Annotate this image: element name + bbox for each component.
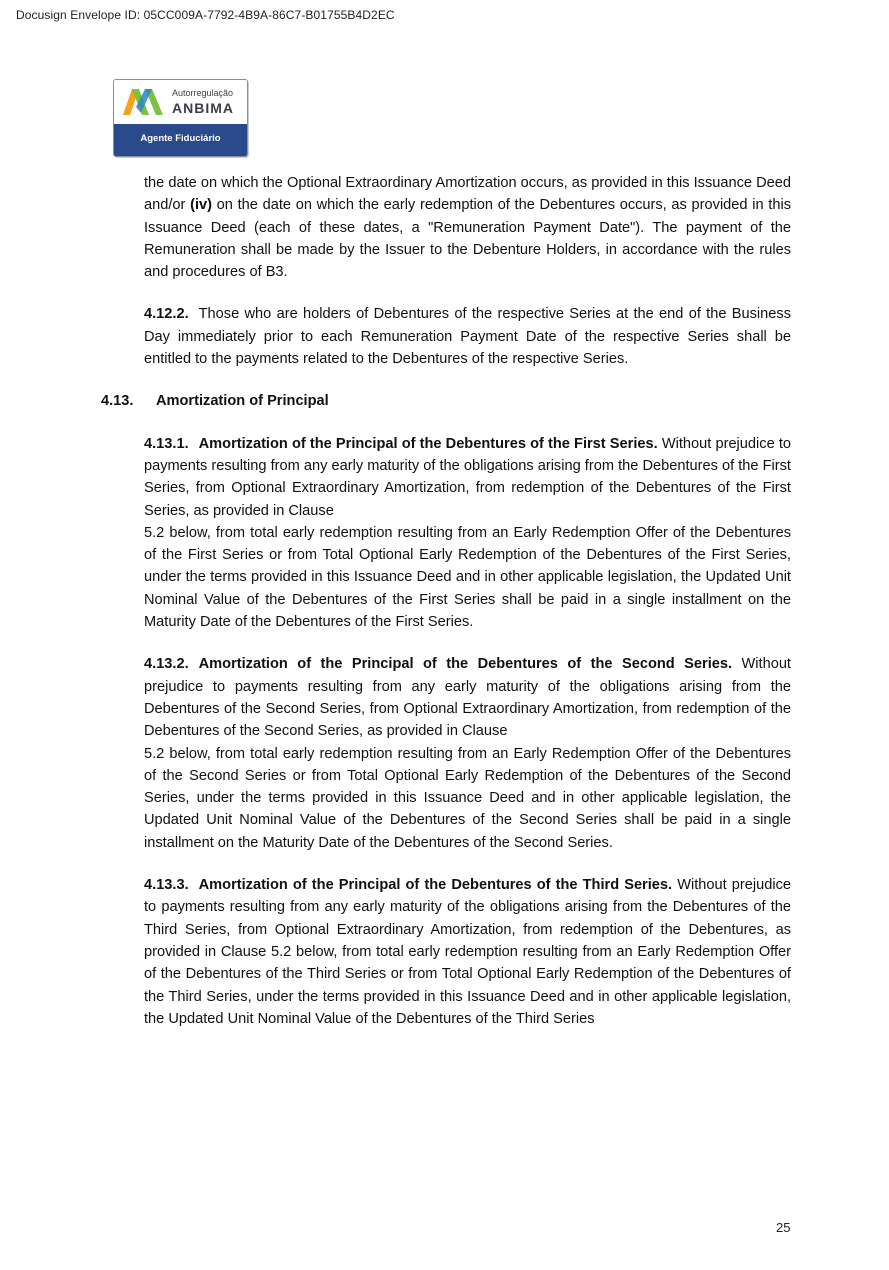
intro-bold-iv: (iv) bbox=[190, 197, 212, 214]
clause-title: Amortization of the Principal of the Debentures of the Second Series. bbox=[198, 656, 733, 673]
intro-text-2: on the date on which the early redemption of the Debentures occurs, as provided in this Issuance Deed (each of these dates, a "Remuneration Payment Date"). The payment of the Remuneration shall be made by the Issuer to the Debenture Holders, in accordance with the rules and procedures of B3. bbox=[144, 197, 792, 281]
clause-text-2: 5.2 below, from total early redemption resulting from an Early Redemption Offer of the Debentures of the Second Series or from Total Optional Early Redemption of the Debentures of the Second Series, under the terms provided in this Issuance Deed and in other applicable legislation, the Updated Unit Nominal Value of the Debentures of the Second Series shall be paid in a single installment on the Maturity Date of the Debentures of the Second Series. bbox=[144, 745, 791, 851]
section-title: Amortization of Principal bbox=[156, 393, 329, 410]
section-number: 4.13. bbox=[101, 393, 134, 410]
clause-title: Amortization of the Principal of the Debentures of the Third Series. bbox=[198, 877, 673, 894]
clause-text-1: Without prejudice to payments resulting from any early maturity of the obligations arising from the Debentures of the Second Series, from Optional Extraordinary Amortization, from redemption of the Debentures of the Second Series, as provided in Clause bbox=[144, 656, 791, 740]
anbima-mark-icon bbox=[123, 89, 163, 115]
section-heading-4-13 bbox=[101, 390, 889, 412]
docusign-envelope-id: Docusign Envelope ID: 05CC009A-7792-4B9A-86C7-B01755B4D2EC bbox=[16, 8, 395, 22]
clause-text: Those who are holders of Debentures of the respective Series at the end of the Business Day immediately prior to each Remuneration Payment Date of the respective Series shall be entitled to the payments related to the Debentures of the respective Series. bbox=[144, 306, 791, 368]
logo-top bbox=[114, 80, 247, 124]
clause-text-2: 5.2 below, from total early redemption resulting from an Early Redemption Offer of the Debentures of the First Series or from Total Optional Early Redemption of the Debentures of the First Series, under the terms provided in this Issuance Deed and in other applicable legislation, the Updated Unit Nominal Value of the Debentures of the First Series shall be paid in a single installment on the Maturity Date of the Debentures of the First Series. bbox=[144, 524, 791, 631]
clause-4-13-2 bbox=[144, 653, 791, 742]
intro-text-1: the date on which the Optional Extraordinary Amortization occurs, as provided in this Issuance Deed and/or bbox=[144, 175, 791, 214]
page-number: 25 bbox=[776, 1220, 791, 1235]
anbima-logo bbox=[113, 79, 248, 157]
logo-band-label: Agente Fiduciário bbox=[114, 124, 247, 156]
clause-number: 4.13.3. bbox=[144, 877, 189, 894]
clause-number: 4.13.2. bbox=[144, 656, 189, 673]
clause-number: 4.13.1. bbox=[144, 435, 189, 452]
clause-4-13-2-continued bbox=[144, 743, 791, 854]
clause-text: Without prejudice to payments resulting from any early maturity of the obligations arising from the Debentures of the Third Series, from Optional Extraordinary Amortization, from redemption of the Debentures, as provided in Clause 5.2 below, from total early redemption resulting from an Early Redemption Offer of the Debentures of the Third Series or from Total Optional Early Redemption of the Debentures of the Third Series, under the terms provided in this Issuance Deed and in other applicable legislation, the Updated Unit Nominal Value of the Debentures of the Third Series bbox=[144, 877, 791, 1027]
clause-4-12-2 bbox=[144, 303, 791, 370]
clause-title: Amortization of the Principal of the Debentures of the First Series. bbox=[198, 435, 658, 452]
clause-4-13-3 bbox=[144, 874, 791, 1030]
logo-subtitle: Autorregulação bbox=[172, 88, 234, 98]
clause-number: 4.12.2. bbox=[144, 306, 189, 323]
intro-paragraph bbox=[144, 172, 791, 283]
clause-text-1: Without prejudice to payments resulting from any early maturity of the obligations arising from the Debentures of the First Series, from Optional Extraordinary Amortization, from redemption of the Debentures of the First Series, as provided in Clause bbox=[144, 435, 791, 519]
document-body bbox=[0, 172, 889, 1030]
clause-4-13-1 bbox=[144, 433, 791, 522]
logo-name: ANBIMA bbox=[172, 100, 234, 116]
clause-4-13-1-continued bbox=[144, 522, 791, 633]
